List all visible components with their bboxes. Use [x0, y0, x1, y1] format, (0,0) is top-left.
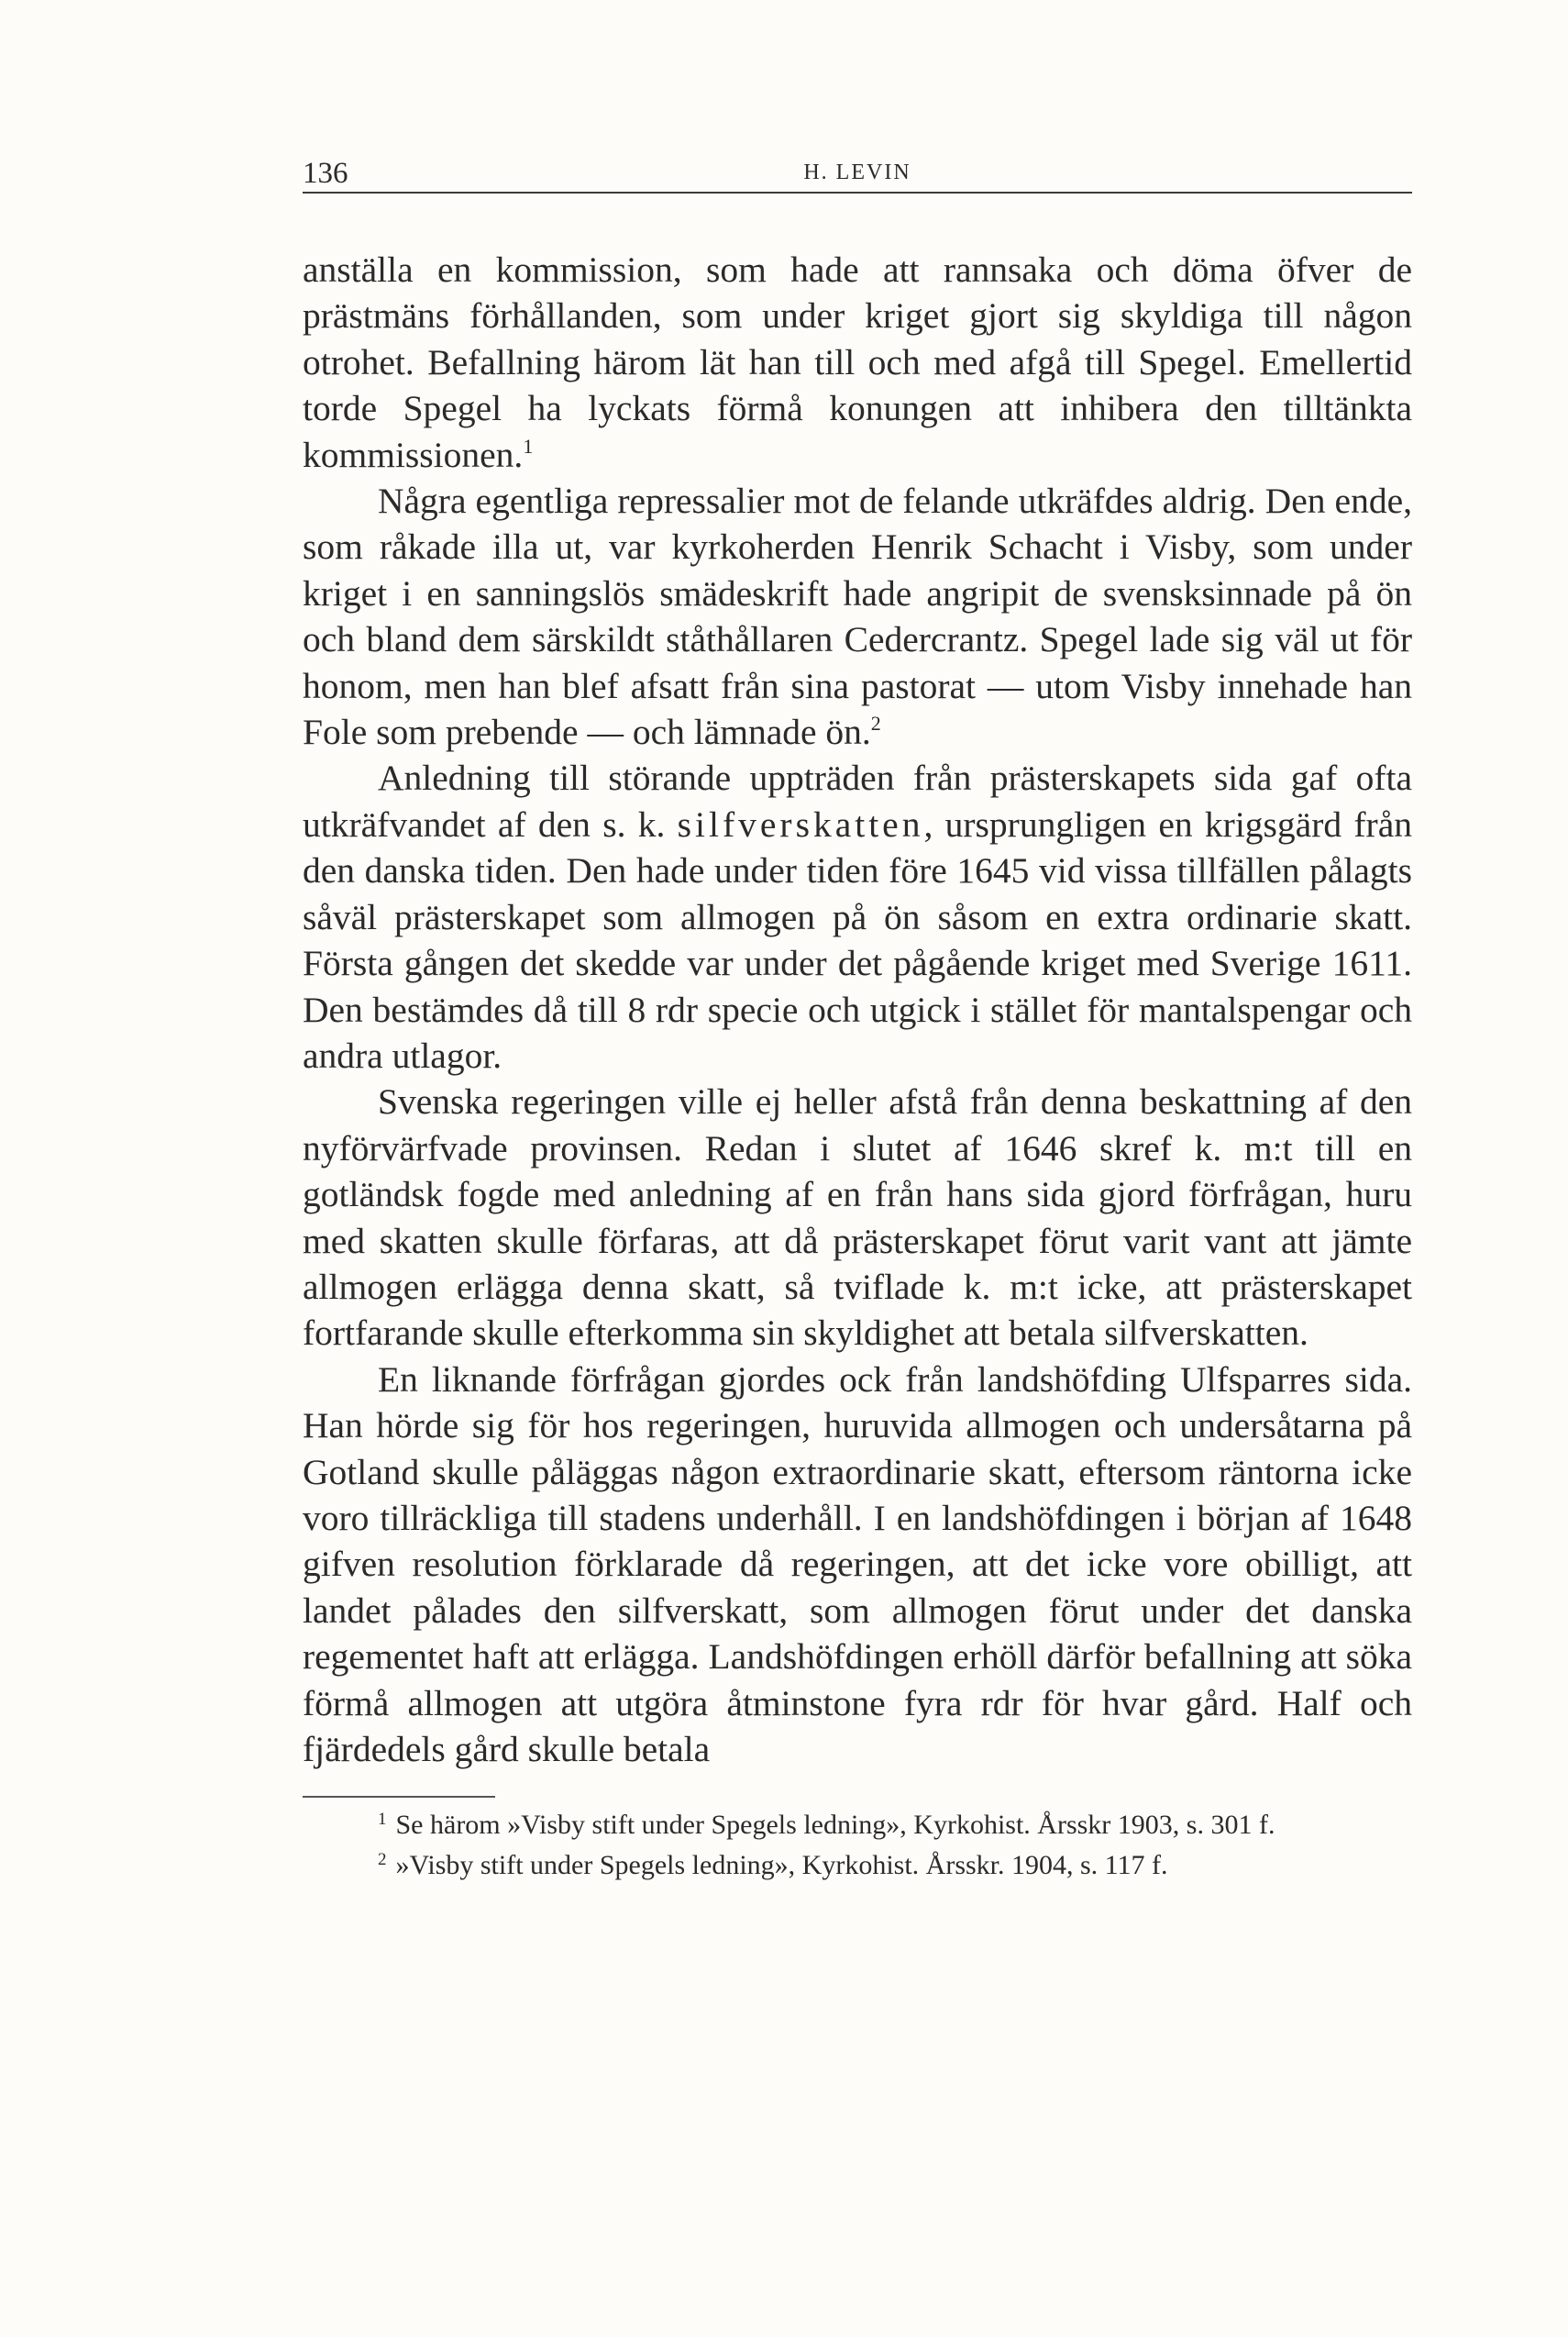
running-head	[303, 151, 1412, 194]
body-text	[303, 247, 1412, 1772]
paragraph-1	[303, 247, 1412, 478]
paragraph-2-text: Några egentliga repressalier mot de felande utkräfdes aldrig. Den ende, som råkade illa ut, var kyrkoherden Henrik Schacht i Visby, som under kriget i en sanningslös smädeskrift hade angripit de svensksinnade på ön och bland dem särskildt ståthållaren Cedercrantz. Spegel lade sig väl ut för honom, men han blef afsatt från sina pastorat — utom Visby innehade han Fole som prebende — och lämnade ön.	[303, 481, 1412, 753]
footnote-1-text: Se härom »Visby stift under Spegels ledning», Kyrkohist. Årsskr 1903, s. 301 f.	[395, 1810, 1275, 1841]
footnote-2	[303, 1845, 1412, 1886]
header-author: H. LEVIN	[803, 161, 911, 184]
paragraph-3	[303, 755, 1412, 1079]
footnotes	[303, 1805, 1412, 1886]
paragraph-4	[303, 1079, 1412, 1356]
paragraph-2	[303, 478, 1412, 755]
spaced-term: silfverskatten	[677, 803, 924, 845]
footnote-1	[303, 1805, 1412, 1845]
paragraph-3-text-after: , ursprungligen en krigsgärd från den danska tiden. Den hade under tiden före 1645 vid vissa tillfällen pålagts såväl prästerskapet som allmogen på ön såsom en extra ordinarie skatt. Första gången det skedde var under det pågående kriget med Sverige 1611. Den bestämdes då till 8 rdr specie och utgick i stället för mantalspengar och andra utlagor.	[303, 803, 1412, 1076]
paragraph-1-text: anställa en kommission, som hade att rannsaka och döma öfver de prästmäns förhållanden, som under kriget gjort sig skyldiga till någon otrohet. Befallning härom lät han till och med afgå till Spegel. Emellertid torde Spegel ha lyckats förmå konungen att inhibera den tilltänkta kommissionen.	[303, 249, 1412, 475]
footnote-1-mark: 1	[378, 1810, 387, 1830]
paragraph-3-text-before: Anledning till störande uppträden från prästerskapets sida gaf ofta utkräfvandet af den s. k.	[303, 758, 1412, 845]
footnote-2-mark: 2	[378, 1850, 387, 1870]
paragraph-4-text: Svenska regeringen ville ej heller afstå från denna beskattning af den nyförvärfvade provinsen. Redan i slutet af 1646 skref k. m:t till en gotländsk fogde med anledning af en från hans sida gjord förfrågan, huru med skatten skulle förfaras, att då prästerskapet förut varit vant att jämte allmogen erlägga denna skatt, så tviflade k. m:t icke, att prästerskapet fortfarande skulle efterkomma sin skyldighet att betala silfverskatten.	[303, 1081, 1412, 1354]
footnote-2-text: »Visby stift under Spegels ledning», Kyrkohist. Årsskr. 1904, s. 117 f.	[395, 1850, 1168, 1881]
footnote-rule	[303, 1796, 495, 1798]
page	[303, 151, 1412, 1886]
footnote-ref-1: 1	[523, 434, 534, 458]
paragraph-5-text: En liknande förfrågan gjordes ock från landshöfding Ulfsparres sida. Han hörde sig för hos regeringen, huruvida allmogen och undersåtarna på Gotland skulle påläggas någon extraordinarie skatt, eftersom räntorna icke voro tillräckliga till stadens underhåll. I en landshöfdingen i början af 1648 gifven resolution förklarade då regeringen, att det icke vore obilligt, att landet pålades den silfverskatt, som allmogen förut under det danska regementet haft att erlägga. Landshöfdingen erhöll därför befallning att söka förmå allmogen att utgöra åtminstone fyra rdr för hvar gård. Half och fjärdedels gård skulle betala	[303, 1358, 1412, 1769]
paragraph-5	[303, 1357, 1412, 1773]
footnote-ref-2: 2	[870, 712, 881, 736]
page-number: 136	[303, 157, 348, 190]
